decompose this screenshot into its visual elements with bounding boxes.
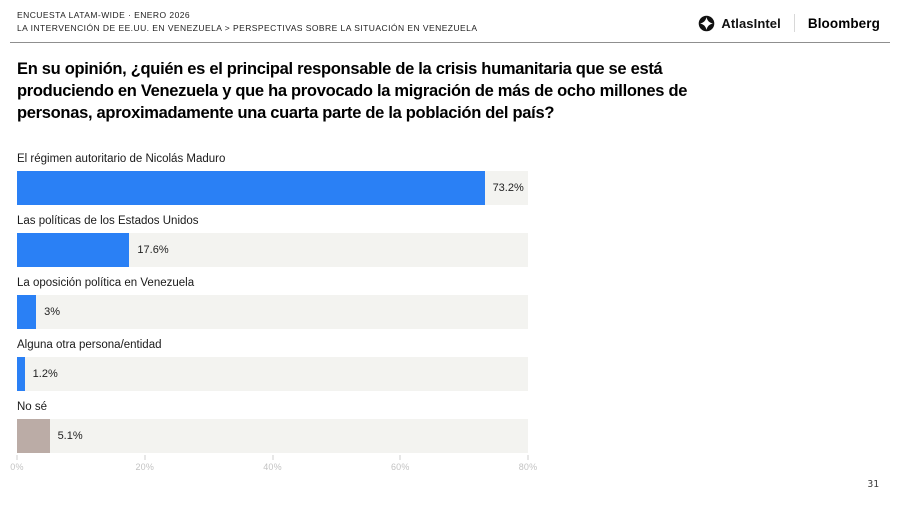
axis-tick-label: 0% <box>10 462 24 472</box>
axis-tick-mark <box>17 455 18 460</box>
bar-track <box>17 419 528 453</box>
axis-tick-mark <box>400 455 401 460</box>
survey-eyebrow: ENCUESTA LATAM-WIDE · ENERO 2026 <box>17 10 191 20</box>
bar-category-label: Las políticas de los Estados Unidos <box>17 215 199 227</box>
breadcrumb: LA INTERVENCIÓN DE EE.UU. EN VENEZUELA > PERSPECTIVAS SOBRE LA SITUACIÓN EN VENEZUELA <box>17 23 478 33</box>
axis-tick-mark <box>528 455 529 460</box>
bar-value-label: 1.2% <box>32 368 58 380</box>
x-axis <box>10 453 538 477</box>
brand-block <box>698 9 880 32</box>
brand-divider <box>794 14 795 32</box>
header-text-block <box>17 9 477 35</box>
page-number: 31 <box>867 479 879 490</box>
question-title-line-1: En su opinión, ¿quién es el principal responsable de la crisis humanitaria que se está <box>17 60 663 78</box>
bar-category-label: El régimen autoritario de Nicolás Maduro <box>17 153 226 165</box>
bar-value-label: 73.2% <box>492 182 524 194</box>
bar-value-label: 3% <box>44 306 61 318</box>
bar-track <box>17 233 528 267</box>
axis-tick-mark <box>144 455 145 460</box>
atlasintel-icon <box>698 15 715 32</box>
atlasintel-logo <box>698 15 781 32</box>
question-title-line-2: produciendo en Venezuela y que ha provocado la migración de más de ocho millones de <box>17 82 688 100</box>
bar-row <box>17 401 528 453</box>
bar-row <box>17 153 528 205</box>
question-title <box>17 58 883 124</box>
bar-track <box>17 357 528 391</box>
header <box>0 0 900 35</box>
axis-tick-mark <box>272 455 273 460</box>
bar-chart <box>17 153 528 453</box>
axis-tick-label: 80% <box>518 462 538 472</box>
axis-tick-label: 40% <box>263 462 282 472</box>
atlasintel-wordmark: AtlasIntel <box>721 15 781 31</box>
bar-value-label: 5.1% <box>57 430 83 442</box>
bar-row <box>17 277 528 329</box>
axis-tick-label: 20% <box>135 462 155 472</box>
bar <box>17 419 50 453</box>
question-title-line-3: personas, aproximadamente una cuarta parte de la población del país? <box>17 104 555 122</box>
bloomberg-wordmark: Bloomberg <box>807 15 880 31</box>
bar <box>17 357 25 391</box>
bar-track <box>17 295 528 329</box>
bar-row <box>17 339 528 391</box>
bar-track <box>17 171 528 205</box>
bar-category-label: Alguna otra persona/entidad <box>17 339 162 351</box>
bar <box>17 295 36 329</box>
header-rule <box>10 42 890 43</box>
bar-category-label: No sé <box>17 401 48 413</box>
bar-category-label: La oposición política en Venezuela <box>17 277 195 289</box>
bar <box>17 171 485 205</box>
bar-value-label: 17.6% <box>137 244 169 256</box>
bar <box>17 233 129 267</box>
bar-row <box>17 215 528 267</box>
axis-tick-label: 60% <box>390 462 410 472</box>
